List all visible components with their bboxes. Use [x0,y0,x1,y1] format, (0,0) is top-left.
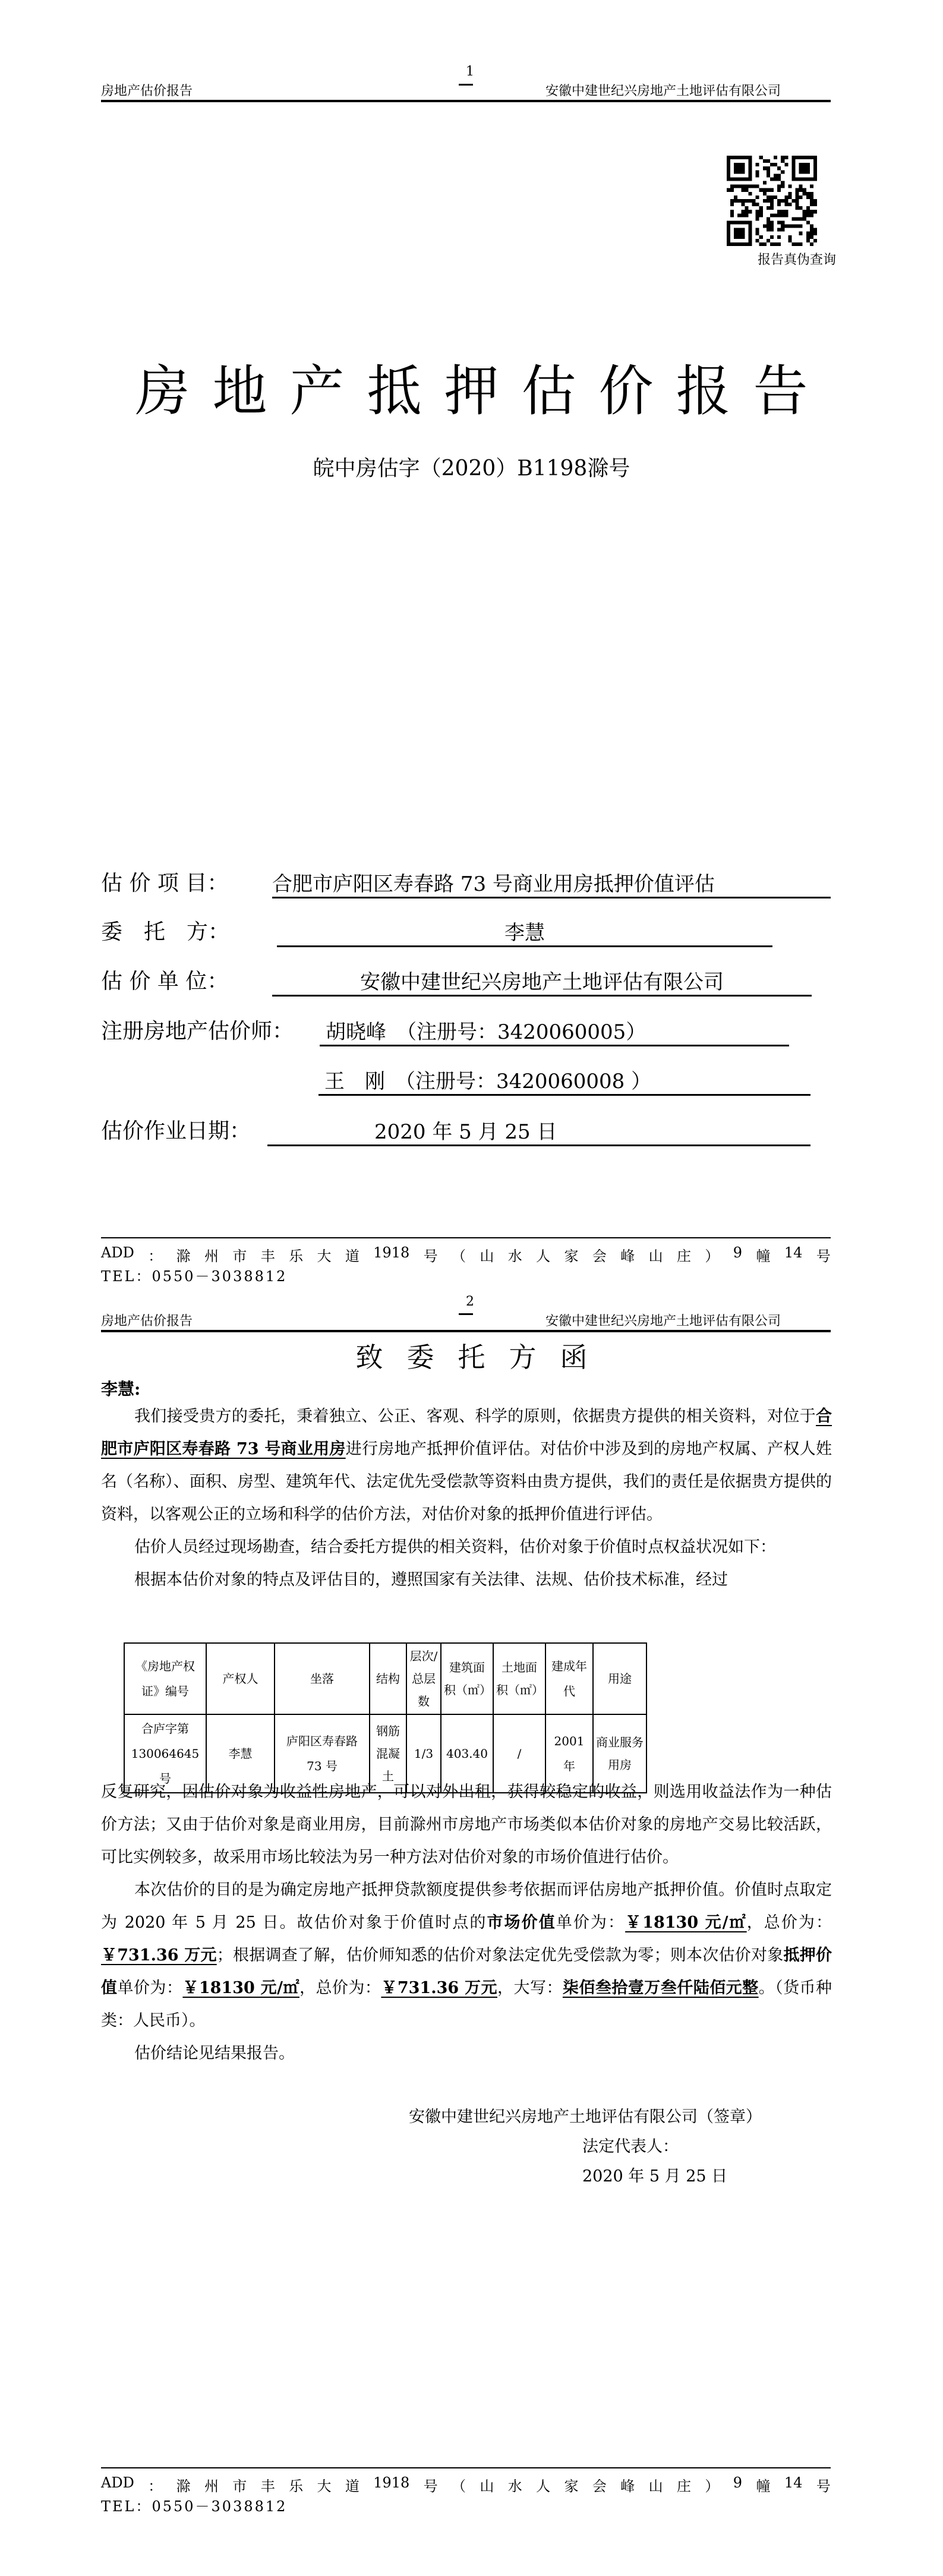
para1-text-c: 进行房地产抵押价值评估。对估价中涉及到的房地产权属、产权人姓名（名称）、面积、房型、建筑年代、法定优先受偿款等资料由贵方提供，我们的责任是依据贵方提供的资料，以客观公正的立场和科学的估价方法，对估价对象的抵押价值进行评估。 [101,1440,832,1524]
footer-address-part: 14 [784,1244,803,1261]
footer-address-part: 大 [317,1248,332,1265]
unit-label: 估 价 单 位： [101,969,229,994]
table-cell: 403.40 [441,1714,493,1793]
footer-address-part: 山 [480,2478,494,2495]
footer-address-part: 乐 [289,1248,304,1265]
para4-text: 。（货币种类：人民币）。 [101,1979,832,2030]
table-header: 产权人 [206,1643,275,1714]
letter-body-bottom [101,1776,832,2070]
appraiser-2: 王 刚 （注册号：3420060008 ） [318,1065,810,1096]
footer-address-part: 山 [648,1248,663,1265]
footer-address-part: 幢 [756,2478,771,2495]
footer-rule [101,2467,831,2468]
footer-address-part: 庄 [677,2478,692,2495]
footer-address-part: ADD [101,1244,134,1261]
footer-address-part: 号 [816,1248,831,1265]
para1-text-a: 我们接受贵方的委托，秉着独立、公正、客观、科学的原则，依据贵方提供的相关资料，对位于 [134,1407,816,1426]
table-header: 建筑面积（㎡） [441,1643,493,1714]
letter-body-top [101,1400,832,1596]
header-report-title: 房地产估价报告 [101,1314,193,1329]
footer-address [101,2474,831,2495]
document-number: 皖中房估字（2020）B1198滁号 [313,456,630,481]
signature-company: 安徽中建世纪兴房地产土地评估有限公司（签章） [409,2108,762,2126]
project-value: 合肥市庐阳区寿春路 73 号商业用房抵押价值评估 [272,868,831,898]
date-label: 估价作业日期： [101,1119,251,1143]
footer-address-part: 丰 [260,2478,275,2495]
footer-address-part: 州 [204,2478,219,2495]
footer-address-part: 滁 [176,1248,191,1265]
footer-address-part: 1918 [373,2474,410,2491]
table-cell: 1/3 [406,1714,441,1793]
qr-code-icon[interactable] [727,156,817,246]
table-cell: 合庐字第 130064645 号 [124,1714,206,1793]
footer-address-part: 水 [507,2478,522,2495]
header-report-title: 房地产估价报告 [101,84,193,99]
footer-address-part: 幢 [756,1248,771,1265]
mortgage-total-price: ￥731.36 万元 [381,1979,497,1997]
footer-address-part: ） [705,2478,720,2495]
mortgage-total-words: 柒佰叁拾壹万叁仟陆佰元整 [562,1979,759,1997]
footer-address-part: 市 [232,1248,247,1265]
property-address: 合肥市庐阳区寿春路 73 号商业用房 [101,1407,832,1458]
paragraph-5: 估价结论见结果报告。 [134,2044,295,2063]
para4-text: ；根据调查了解，估价师知悉的估价对象法定优先受偿款为零；则本次估价对象 [216,1946,784,1965]
table-header: 结构 [370,1643,406,1714]
date-value: 2020 年 5 月 25 日 [267,1115,810,1146]
footer-address-part: 山 [480,1248,494,1265]
header-rule [101,100,831,102]
footer-address-part: 家 [564,1248,579,1265]
signature-rep: 法定代表人： [582,2137,679,2156]
footer-address-part: （ [452,1248,466,1265]
table-cell: 李慧 [206,1714,275,1793]
footer-address-part: 道 [345,1248,359,1265]
header-company-name: 安徽中建世纪兴房地产土地评估有限公司 [545,84,781,99]
footer-telephone: TEL：0550－3038812 [101,2498,288,2515]
table-cell: 2001 年 [545,1714,593,1793]
footer-address-part: 市 [232,2478,247,2495]
paragraph-1 [101,1400,832,1531]
table-cell: / [493,1714,545,1793]
client-value: 李慧 [277,916,772,947]
footer-address-part: 9 [733,2474,743,2491]
client-label: 委 托 方： [101,920,230,944]
market-value-label: 市场价值 [487,1913,556,1932]
appraiser-1: 胡晓峰 （注册号：3420060005） [320,1016,789,1046]
page-number: 1 [466,64,474,79]
footer-address-part: 道 [345,2478,359,2495]
footer-address-part: 会 [592,2478,607,2495]
footer-address-part: ： [148,2478,163,2495]
footer-address-part: 山 [648,2478,663,2495]
mortgage-unit-price: ￥18130 元/㎡ [182,1979,299,1997]
para4-text: 本次估价的目的是为确定房地产抵押贷款额度提供参考依据而评估房地产抵押价值。价值时点取定为 2020 年 5 月 25 日。故估价对象于价值时点的 [101,1881,832,1932]
footer-address-part: ： [148,1248,163,1265]
paragraph-3-start: 根据本估价对象的特点及评估目的，遵照国家有关法律、法规、估价技术标准，经过 [134,1571,728,1589]
footer-address-part: 丰 [260,1248,275,1265]
table-header: 《房地产权证》编号 [124,1643,206,1714]
property-table [124,1642,647,1793]
footer-address-part: 庄 [677,1248,692,1265]
footer-address-part: 9 [733,1244,743,1261]
para4-text: ，总价为： [299,1979,381,1997]
footer-address-part: 滁 [176,2478,191,2495]
salutation: 李慧: [101,1379,141,1399]
footer-address [101,1244,831,1265]
footer-address-part: 大 [317,2478,332,2495]
para4-text: 单价为： [117,1979,183,1997]
signature-date: 2020 年 5 月 25 日 [582,2167,728,2186]
footer-address-part: 人 [536,2478,551,2495]
header-company-name: 安徽中建世纪兴房地产土地评估有限公司 [545,1314,781,1329]
footer-address-part: 人 [536,1248,551,1265]
market-unit-price: ￥18130 元/㎡ [625,1913,747,1932]
table-cell: 商业服务用房 [593,1714,646,1793]
mortgage-value-label: 抵押价值 [101,1946,832,1997]
table-header: 坐落 [275,1643,370,1714]
footer-address-part: ） [705,1248,720,1265]
table-header: 层次/总层数 [406,1643,441,1714]
para4-text: ，总价为： [746,1913,832,1932]
footer-address-part: 号 [423,1248,438,1265]
footer-address-part: 峰 [620,2478,635,2495]
unit-value: 安徽中建世纪兴房地产土地评估有限公司 [272,966,812,997]
report-title: 房地产抵押估价报告 [135,360,831,423]
page-number-underline [459,84,473,86]
market-total-price: ￥731.36 万元 [101,1946,217,1965]
paragraph-3-rest: 反复研究，因估价对象为收益性房地产，可以对外出租，获得较稳定的收益，则选用收益法作为一种估价方法；又由于估价对象是商业用房，目前滁州市房地产市场类似本估价对象的房地产交易比较活跃，可比实例较多，故采用市场比较法为另一种方法对估价对象的市场价值进行估价。 [101,1783,832,1866]
footer-address-part: 乐 [289,2478,304,2495]
footer-address-part: 州 [204,1248,219,1265]
table-header: 土地面积（㎡） [493,1643,545,1714]
qr-caption: 报告真伪查询 [758,253,837,267]
paragraph-2: 估价人员经过现场勘查，结合委托方提供的相关资料，估价对象于价值时点权益状况如下： [134,1538,776,1556]
table-header-row [124,1643,646,1714]
table-header: 建成年代 [545,1643,593,1714]
footer-address-part: 峰 [620,1248,635,1265]
footer-address-part: 家 [564,2478,579,2495]
footer-address-part: 号 [423,2478,438,2495]
footer-address-part: 1918 [373,1244,410,1261]
appraiser-label: 注册房地产估价师： [101,1019,294,1043]
letter-title: 致委托方函 [355,1341,611,1373]
footer-address-part: 水 [507,1248,522,1265]
header-rule [101,1330,831,1332]
project-label: 估 价 项 目： [101,871,229,896]
page-number-underline [459,1313,473,1315]
footer-address-part: 号 [816,2478,831,2495]
para4-text: 单价为： [556,1913,626,1932]
table-cell: 庐阳区寿春路 73 号 [275,1714,370,1793]
table-header: 用途 [593,1643,646,1714]
footer-telephone: TEL：0550－3038812 [101,1268,288,1285]
table-cell: 钢筋混凝土 [370,1714,406,1793]
para4-text: ，大写： [497,1979,563,1997]
paragraph-4 [101,1874,832,2037]
footer-address-part: ADD [101,2474,134,2491]
footer-address-part: 14 [784,2474,803,2491]
footer-address-part: （ [452,2478,466,2495]
page-number: 2 [466,1294,474,1309]
footer-address-part: 会 [592,1248,607,1265]
footer-rule [101,1237,831,1238]
